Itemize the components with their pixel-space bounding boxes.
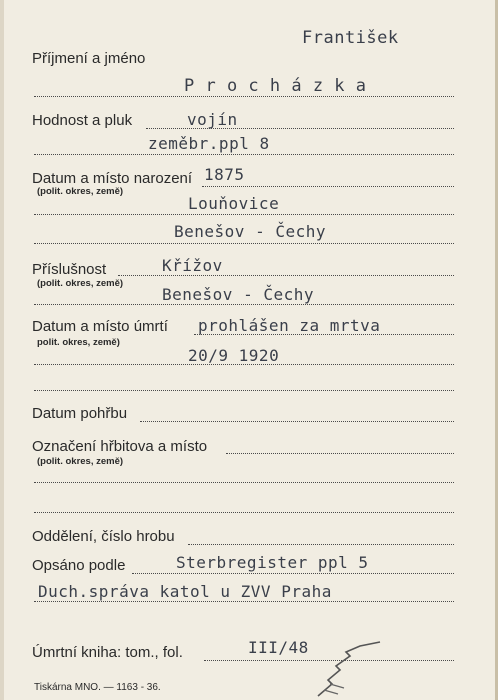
section-label: Oddělení, číslo hrobu xyxy=(32,528,175,545)
death-extra-dotted-line xyxy=(34,390,454,391)
copied-label: Opsáno podle xyxy=(32,557,126,574)
birth-place-value: Louňovice xyxy=(188,194,280,213)
cemetery-sub-label: (polit. okres, země) xyxy=(37,456,124,467)
printer-imprint: Tiskárna MNO. — 1163 - 36. xyxy=(34,682,161,693)
cemetery-dotted-line xyxy=(226,453,454,454)
burial-label: Datum pohřbu xyxy=(32,405,128,422)
rank-value: vojín xyxy=(187,110,238,129)
copied-value-1: Sterbregister ppl 5 xyxy=(176,553,369,572)
birth-region-value: Benešov - Čechy xyxy=(174,222,326,241)
record-card xyxy=(4,0,498,700)
domicile-region-dotted-line xyxy=(34,304,454,305)
death-date-value: 20/9 1920 xyxy=(188,346,280,365)
birth-label: Datum a místo narození xyxy=(32,170,193,187)
deathbook-label: Úmrtní kniha: tom., fol. xyxy=(32,644,183,661)
death-sub-label: polit. okres, země) xyxy=(37,337,120,348)
first-name-value: František xyxy=(302,28,399,48)
cemetery-line-2 xyxy=(34,482,454,483)
domicile-dotted-line xyxy=(118,275,454,276)
domicile-label: Příslušnost xyxy=(32,261,107,278)
death-date-dotted-line xyxy=(34,364,454,365)
burial-dotted-line xyxy=(140,421,454,422)
domicile-region-value: Benešov - Čechy xyxy=(162,285,314,304)
death-value: prohlášen za mrtva xyxy=(198,316,381,335)
deathbook-value: III/48 xyxy=(248,638,309,657)
domicile-value: Křížov xyxy=(162,256,223,275)
domicile-sub-label: (polit. okres, země) xyxy=(37,278,124,289)
birth-sub-label: (polit. okres, země) xyxy=(37,186,124,197)
cemetery-label: Označení hřbitova a místo xyxy=(32,438,208,455)
copied-dotted-line xyxy=(132,573,454,574)
cemetery-line-3 xyxy=(34,512,454,513)
birth-dotted-line xyxy=(202,186,454,187)
rank-label: Hodnost a pluk xyxy=(32,112,133,129)
surname-value: P r o c h á z k a xyxy=(184,76,367,96)
birth-region-dotted-line xyxy=(34,243,454,244)
copied-value-2: Duch.správa katol u ZVV Praha xyxy=(38,582,332,601)
death-label: Datum a místo úmrtí xyxy=(32,318,168,335)
copied-line-2 xyxy=(34,601,454,602)
section-dotted-line xyxy=(188,544,454,545)
pencil-check-mark xyxy=(310,640,390,700)
birth-place-dotted-line xyxy=(34,214,454,215)
birth-year-value: 1875 xyxy=(204,165,245,184)
regiment-value: zeměbr.ppl 8 xyxy=(148,134,270,153)
name-label: Příjmení a jméno xyxy=(32,50,146,67)
regiment-dotted-line xyxy=(34,154,454,155)
name-dotted-line xyxy=(34,96,454,97)
